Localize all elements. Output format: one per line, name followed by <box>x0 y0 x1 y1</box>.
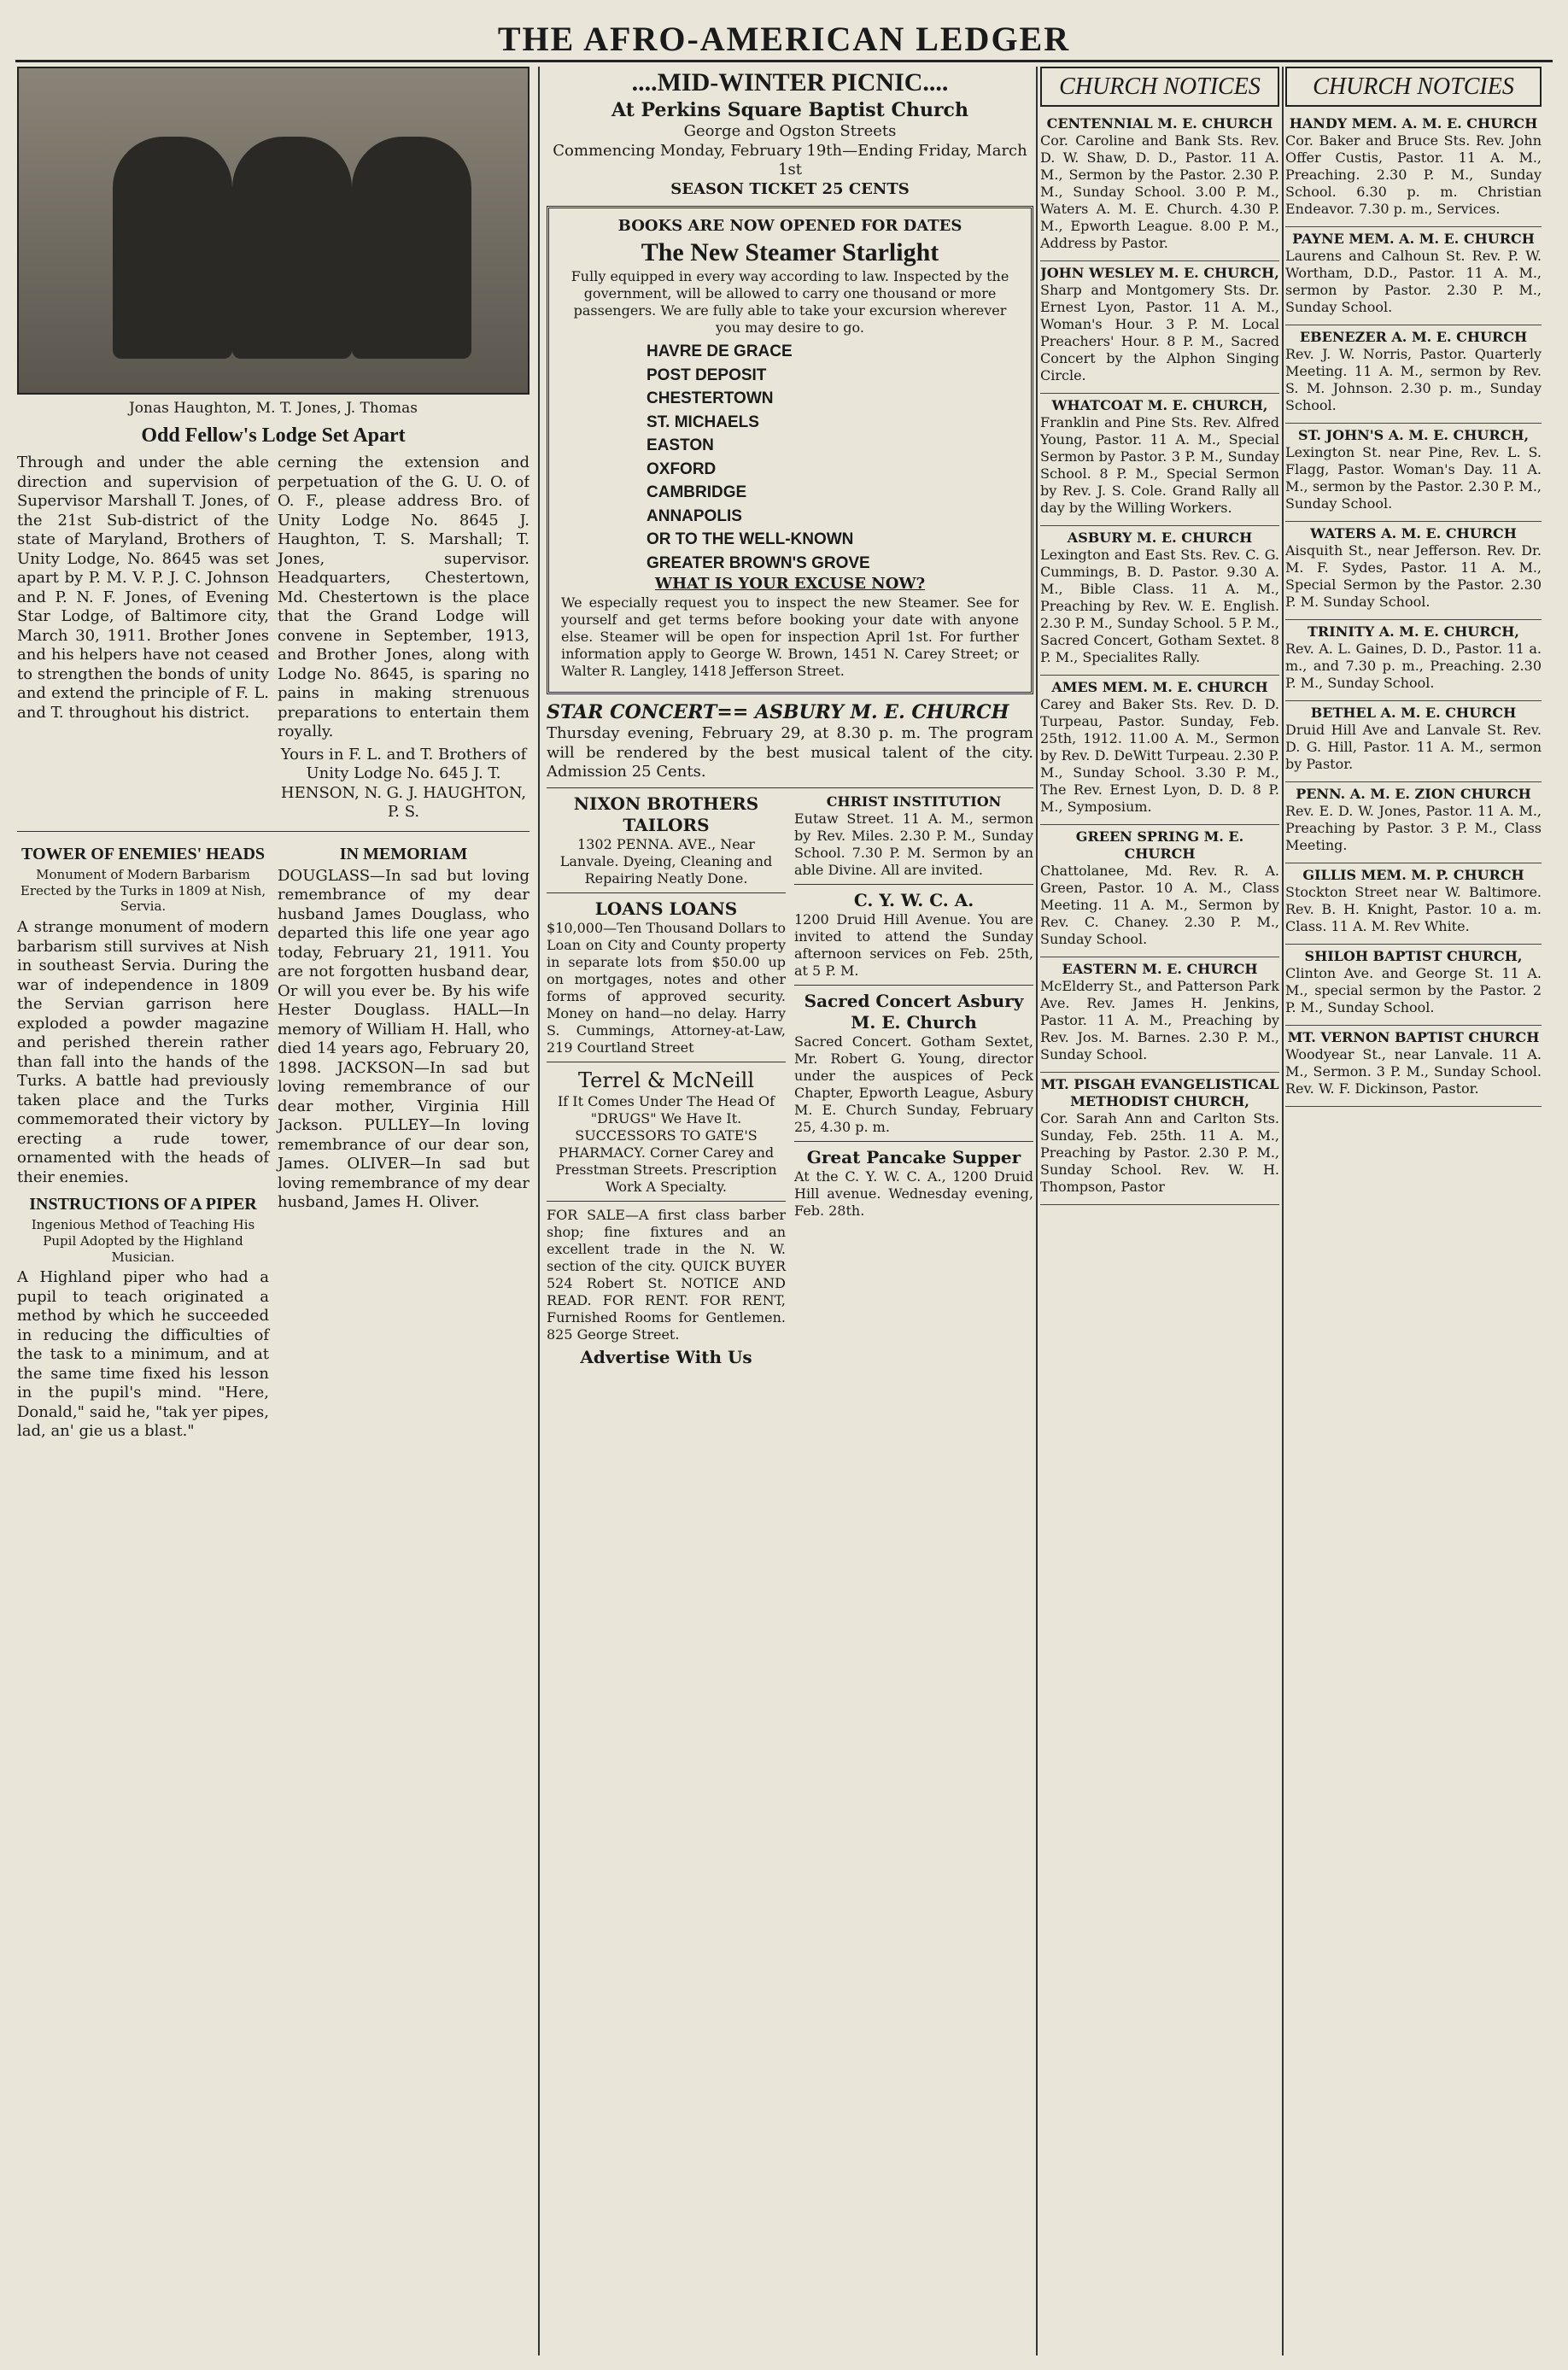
pancake-text: At the C. Y. W. C. A., 1200 Druid Hill avenue. Wednesday evening, Feb. 28th. <box>794 1167 1033 1219</box>
destination-item: OR TO THE WELL-KNOWN <box>647 530 854 549</box>
church-notice-text: Stockton Street near W. Baltimore. Rev. B. H. Knight, Pastor. 10 a. m. Class. 11 A. M. Rev White. <box>1285 884 1542 934</box>
lodge-text-left: Through and under the able direction and supervision of Supervisor Marshall T. Jones, of the 21st Sub-district of the state of Maryland, Brothers of Unity Lodge, No. 8645 was set apart by P. M. V. P. J. C. Johnson and P. N. F. Jones, of Evening Star Lodge, of Baltimore city, March 30, 1911. Brother Jones and his helpers have not ceased to strengthen the bonds of unity and extend the principle of F. L. and T. throughout his district. <box>17 454 269 722</box>
church-notice <box>1285 945 1542 1026</box>
divider <box>794 985 1033 986</box>
church-notice-title: GILLIS MEM. M. P. CHURCH <box>1302 867 1524 883</box>
divider <box>547 787 1033 788</box>
church-notice-title: ASBURY M. E. CHURCH <box>1067 530 1253 546</box>
church-notice-title: MT. PISGAH EVANGELISTICAL METHODIST CHURCH, <box>1040 1076 1279 1109</box>
church-notice <box>1040 261 1279 394</box>
church-notice-title: GREEN SPRING M. E. CHURCH <box>1075 828 1244 862</box>
portrait-figure <box>352 137 471 359</box>
church-notice-title: MT. VERNON BAPTIST CHURCH <box>1287 1029 1540 1045</box>
lodge-article <box>17 454 529 826</box>
classifieds: FOR SALE—A first class barber shop; fine fixtures and an excellent trade in the N. W. section of the city. QUICK BUYER 524 Robert St. NOTICE AND READ. FOR RENT. FOR RENT, Furnished Rooms for Gentlemen. 825 George Street. <box>547 1206 786 1343</box>
destination-item: HAVRE DE GRACE <box>647 342 793 360</box>
piper-text: A Highland piper who had a pupil to teach originated a method by which he succeeded in reducing the difficulties of the task to a minimum, and at the same time fixed his lesson in the pupil's mind. "Here, Donald," said he, "tak yer pipes, lad, an' gie us a blast." <box>17 1268 269 1441</box>
column-divider <box>538 67 540 2355</box>
church-notice-text: Rev. A. L. Gaines, D. D., Pastor. 11 a. m., and 7.30 p. m., Preaching. 2.30 P. M., Sunday School. <box>1285 641 1542 691</box>
church-notice <box>1040 1073 1279 1205</box>
church-notice <box>1040 112 1279 261</box>
church-notice <box>1285 863 1542 945</box>
masthead <box>0 0 1568 60</box>
church-notice <box>1285 424 1542 522</box>
concert-title: STAR CONCERT== ASBURY M. E. CHURCH <box>547 700 1009 723</box>
divider <box>17 831 529 832</box>
destination-item: POST DEPOSIT <box>647 366 767 384</box>
sacred-text: Sacred Concert. Gotham Sextet, Mr. Robert G. Young, director under the auspices of Peck Chapter, Epworth League, Asbury M. E. Church Sunday, February 25, 4.30 p. m. <box>794 1033 1033 1135</box>
steamer-question: WHAT IS YOUR EXCUSE NOW? <box>654 575 926 594</box>
church-notice <box>1040 825 1279 957</box>
steamer-top: BOOKS ARE NOW OPENED FOR DATES <box>617 217 962 235</box>
column-divider <box>1036 67 1038 2355</box>
masthead-rule <box>15 60 1553 62</box>
christ-title: CHRIST INSTITUTION <box>826 793 1002 810</box>
memoriam-headline: IN MEMORIAM <box>339 844 468 863</box>
destination-item: GREATER BROWN'S GROVE <box>647 553 870 572</box>
church-notice-text: Woodyear St., near Lanvale. 11 A. M., Sermon. 3 P. M., Sunday School. Rev. W. F. Dickinson, Pastor. <box>1285 1046 1542 1097</box>
column-1 <box>17 67 529 1445</box>
church-notice <box>1285 782 1542 863</box>
church-notice <box>1040 957 1279 1073</box>
church-notice-title: ST. JOHN'S A. M. E. CHURCH, <box>1297 427 1530 443</box>
church-notice <box>1040 394 1279 526</box>
church-notice-text: Chattolanee, Md. Rev. R. A. Green, Pastor. 10 A. M., Class Meeting. 11 A. M., Sermon by Rev. C. Chaney. 2.30 P. M., Sunday School. <box>1040 863 1279 947</box>
church-notice-title: WHATCOAT M. E. CHURCH, <box>1051 397 1268 413</box>
church-notice-text: McElderry St., and Patterson Park Ave. Rev. James H. Jenkins, Pastor. 11 A. M., Preaching by Rev. Jos. M. Barnes. 2.30 P. M., Sunday School. <box>1040 978 1279 1062</box>
picnic-place: At Perkins Square Baptist Church <box>611 98 968 121</box>
picnic-streets: George and Ogston Streets <box>683 122 897 140</box>
church-notice-text: Cor. Baker and Bruce Sts. Rev. John Offer Custis, Pastor. 11 A. M., Preaching. 2.30 P. M., Sunday School. 6.30 p. m. Christian Endeavor. 7.30 p. m., Services. <box>1285 132 1542 217</box>
destination-item: CHESTERTOWN <box>647 389 774 408</box>
church-notices-header: CHURCH NOTCIES <box>1285 67 1542 107</box>
christ-text: Eutaw Street. 11 A. M., sermon by Rev. Miles. 2.30 P. M., Sunday School. 7.30 P. M. Sermon by an able Divine. All are invited. <box>794 810 1033 878</box>
church-notice-text: Sharp and Montgomery Sts. Dr. Ernest Lyon, Pastor. 11 A. M., Woman's Hour. 3 P. M. Local Preachers' Hour. 8 P. M., Sacred Concert by the Alphon Singing Circle. <box>1040 282 1279 383</box>
tower-subhead: Monument of Modern Barbarism Erected by the Turks in 1809 at Nish, Servia. <box>20 866 266 915</box>
church-notice-title: SHILOH BAPTIST CHURCH, <box>1304 948 1523 964</box>
destination-item: OXFORD <box>647 459 717 478</box>
loans-title: LOANS LOANS <box>594 898 738 919</box>
church-notice-text: Lexington St. near Pine, Rev. L. S. Flagg, Pastor. Woman's Day. 11 A. M., sermon by the Pastor. 2.30 P. M., Sunday School. <box>1285 444 1542 512</box>
piper-headline: INSTRUCTIONS OF A PIPER <box>29 1195 257 1214</box>
nixon-title: NIXON BROTHERS TAILORS <box>573 793 759 835</box>
lower-articles <box>17 837 529 1445</box>
church-notice <box>1285 227 1542 325</box>
church-notice-title: PAYNE MEM. A. M. E. CHURCH <box>1292 231 1535 247</box>
tower-text: A strange monument of modern barbarism still survives at Nish in southeast Servia. During the war of independence in 1809 the Servian garrison here exploded a powder magazine and perished therein rather than fall into the hands of the Turks. A battle had previously taken place and the Turks commemorated their victory by erecting a rude tower, ornamented with the heads of their enemies. <box>17 918 269 1186</box>
church-notice <box>1285 1026 1542 1107</box>
church-notice-text: Rev. E. D. W. Jones, Pastor. 11 A. M., Preaching by Pastor. 3 P. M., Class Meeting. <box>1285 803 1542 853</box>
column-2 <box>547 67 1033 1368</box>
picnic-ad <box>547 67 1033 199</box>
steamer-title: The New Steamer Starlight <box>641 237 939 266</box>
divider <box>794 884 1033 885</box>
ywca-title: C. Y. W. C. A. <box>853 889 974 910</box>
steamer-ad <box>547 206 1033 694</box>
church-notice-text: Clinton Ave. and George St. 11 A. M., special sermon by the Pastor. 2 P. M., Sunday School. <box>1285 965 1542 1015</box>
church-notice-text: Rev. J. W. Norris, Pastor. Quarterly Meeting. 11 A. M., sermon by Rev. S. M. Johnson. 2.30 p. m., Sunday School. <box>1285 346 1542 413</box>
column-4 <box>1285 67 1542 1107</box>
memoriam-text: DOUGLASS—In sad but loving remembrance of my dear husband James Douglass, who departed this life one year ago today, February 21, 1911. You are not forgotten husband dear, Or will you ever be. By his wife Hester Douglass. HALL—In memory of William H. Hall, who died 14 years ago, February 20, 1898. JACKSON—In sad but loving remembrance of our dear mother, Virginia Hill Jackson. PULLEY—In loving remembrance of our dear son, James. OLIVER—In sad but loving remembrance of my dear husband, James H. Oliver. <box>278 866 529 1212</box>
church-notice-text: Carey and Baker Sts. Rev. D. D. Turpeau, Pastor. Sunday, Feb. 25th, 1912. 11.00 A. M., Sermon by Rev. D. DeWitt Turpeau. 2.30 P. M., Sunday School. 3.30 P. M., The Rev. Ernest Lyon, D. D. 8 P. M., Symposium. <box>1040 696 1279 815</box>
divider <box>547 1201 786 1202</box>
destination-list <box>561 340 1019 575</box>
destination-item: ST. MICHAELS <box>647 413 759 431</box>
church-notice-title: AMES MEM. M. E. CHURCH <box>1051 679 1268 695</box>
church-notice-text: Lexington and East Sts. Rev. C. G. Cummings, B. D. Pastor. 9.30 A. M., Bible Class. 11 A. M., Preaching by Rev. W. E. English. 2.30 P. M., Sunday School. 5 P. M., Sacred Concert, Gotham Sextet. 8 P. M., Specialites Rally. <box>1040 547 1279 665</box>
masthead-title: THE AFRO-AMERICAN LEDGER <box>497 20 1071 58</box>
picnic-ticket: SEASON TICKET 25 CENTS <box>670 179 910 198</box>
church-notice-title: CENTENNIAL M. E. CHURCH <box>1046 115 1273 132</box>
church-notice-title: BETHEL A. M. E. CHURCH <box>1310 705 1517 721</box>
picnic-title: ....MID-WINTER PICNIC.... <box>631 68 949 97</box>
ywca-text: 1200 Druid Hill Avenue. You are invited to attend the Sunday afternoon services on Feb. 25th, at 5 P. M. <box>794 910 1033 979</box>
loans-text: $10,000—Ten Thousand Dollars to Loan on City and County property in separate lots from $50.00 up on mortgages, notes and other forms of approved security. Money on hand—no delay. Harry S. Cummings, Attorney-at-Law, 219 Courtland Street <box>547 919 786 1056</box>
picnic-dates: Commencing Monday, February 19th—Ending Friday, March 1st <box>553 141 1027 178</box>
church-notice <box>1040 676 1279 825</box>
portrait-figure <box>113 137 232 359</box>
piper-subhead: Ingenious Method of Teaching His Pupil Adopted by the Highland Musician. <box>31 1217 255 1265</box>
church-notice <box>1040 526 1279 676</box>
church-notice-title: TRINITY A. M. E. CHURCH, <box>1308 623 1519 640</box>
divider <box>794 1141 1033 1142</box>
church-notice <box>1285 620 1542 701</box>
church-notice <box>1285 701 1542 782</box>
terrel-text: If It Comes Under The Head Of "DRUGS" We Have It. SUCCESSORS TO GATE'S PHARMACY. Corner Carey and Presstman Streets. Prescription Work A Specialty. <box>555 1092 777 1195</box>
church-notice-text: Aisquith St., near Jefferson. Rev. Dr. M. F. Sydes, Pastor. 11 A. M., Special Sermon by the Pastor. 2.30 P. M. Sunday School. <box>1285 542 1542 610</box>
steamer-text: We especially request you to inspect the new Steamer. See for yourself and get terms before booking your date with anyone else. Steamer will be open for inspection April 1st. For further information apply to George W. Brown, 1451 N. Carey Street; or Walter R. Langley, 1418 Jefferson Street. <box>561 594 1019 679</box>
church-notice-title: EBENEZER A. M. E. CHURCH <box>1299 329 1528 345</box>
church-notice-text: Cor. Caroline and Bank Sts. Rev. D. W. Shaw, D. D., Pastor. 11 A. M., Sermon by the Pastor. 2.30 P. M., Sunday School. 3.00 P. M., Waters A. M. E. Church. 4.30 P. M., Epworth League. 8.00 P. M., Address by Pastor. <box>1040 132 1279 251</box>
photo-caption: Jonas Haughton, M. T. Jones, J. Thomas <box>128 400 418 417</box>
church-notice-title: PENN. A. M. E. ZION CHURCH <box>1296 786 1531 802</box>
steamer-intro: Fully equipped in every way according to law. Inspected by the government, will be allowed to carry one thousand or more passengers. We are fully able to take your excursion wherever you may desire to go. <box>570 268 1009 336</box>
concert-text: Thursday evening, February 29, at 8.30 p. m. The program will be rendered by the best musical talent of the city. Admission 25 Cents. <box>547 724 1033 781</box>
church-notice-title: EASTERN M. E. CHURCH <box>1062 961 1258 977</box>
lodge-headline: Odd Fellow's Lodge Set Apart <box>141 424 406 448</box>
column-3 <box>1040 67 1279 1205</box>
church-notice-text: Laurens and Calhoun St. Rev. P. W. Wortham, D.D., Pastor. 11 A. M., sermon by Pastor. 2.30 P. M., Sunday School. <box>1285 248 1542 315</box>
church-notice <box>1285 522 1542 620</box>
church-notice-title: WATERS A. M. E. CHURCH <box>1310 525 1517 541</box>
church-notices-header: CHURCH NOTICES <box>1040 67 1279 107</box>
portrait-figure <box>232 137 352 359</box>
church-notices-list <box>1040 112 1279 1205</box>
advertise-line: Advertise With Us <box>580 1346 752 1367</box>
church-notice <box>1285 325 1542 424</box>
church-notice-title: HANDY MEM. A. M. E. CHURCH <box>1289 115 1538 132</box>
church-notice <box>1285 112 1542 227</box>
sacred-title: Sacred Concert Asbury M. E. Church <box>804 990 1024 1033</box>
tower-headline: TOWER OF ENEMIES' HEADS <box>20 844 266 863</box>
pancake-title: Great Pancake Supper <box>806 1146 1021 1167</box>
ads-grid <box>547 793 1033 1368</box>
church-notices-list <box>1285 112 1542 1107</box>
lodge-text-right: cerning the extension and perpetuation of the G. U. O. of O. F., please address Bro. of Unity Lodge No. 8645 J. Haughton, T. S. Marshall; T. Jones, supervisor. Headquarters, Chestertown, Md. Chestertown is the place that the Grand Lodge will convene in September, 1913, and Brother Jones, along with Lodge No. 8645, is sparing no pains in making strenuous preparations to entertain them royally. <box>278 454 529 741</box>
portrait-photo <box>17 67 529 395</box>
terrel-title: Terrel & McNeill <box>577 1068 755 1092</box>
lodge-signature: Yours in F. L. and T. Brothers of Unity Lodge No. 645 J. T. HENSON, N. G. J. HAUGHTON, P. S. <box>280 745 527 822</box>
church-notice-title: JOHN WESLEY M. E. CHURCH, <box>1040 265 1279 281</box>
church-notice-text: Druid Hill Ave and Lanvale St. Rev. D. G. Hill, Pastor. 11 A. M., sermon by Pastor. <box>1285 722 1542 772</box>
church-notice-text: Franklin and Pine Sts. Rev. Alfred Young, Pastor. 11 A. M., Special Sermon by Pastor. 3 P. M., Sunday School. 8 P. M., Special Sermon by Rev. J. S. Cole. Grand Rally all day by the Willing Workers. <box>1040 414 1279 516</box>
nixon-text: 1302 PENNA. AVE., Near Lanvale. Dyeing, Cleaning and Repairing Neatly Done. <box>559 835 773 887</box>
church-notice-text: Cor. Sarah Ann and Carlton Sts. Sunday, Feb. 25th. 11 A. M., Preaching by Pastor. 2.30 P. M., Sunday School. Rev. W. H. Thompson, Pastor <box>1040 1110 1279 1195</box>
destination-item: EASTON <box>647 436 714 455</box>
divider <box>547 892 786 893</box>
destination-item: CAMBRIDGE <box>647 483 747 502</box>
destination-item: ANNAPOLIS <box>647 506 742 525</box>
column-divider <box>1282 67 1284 2355</box>
